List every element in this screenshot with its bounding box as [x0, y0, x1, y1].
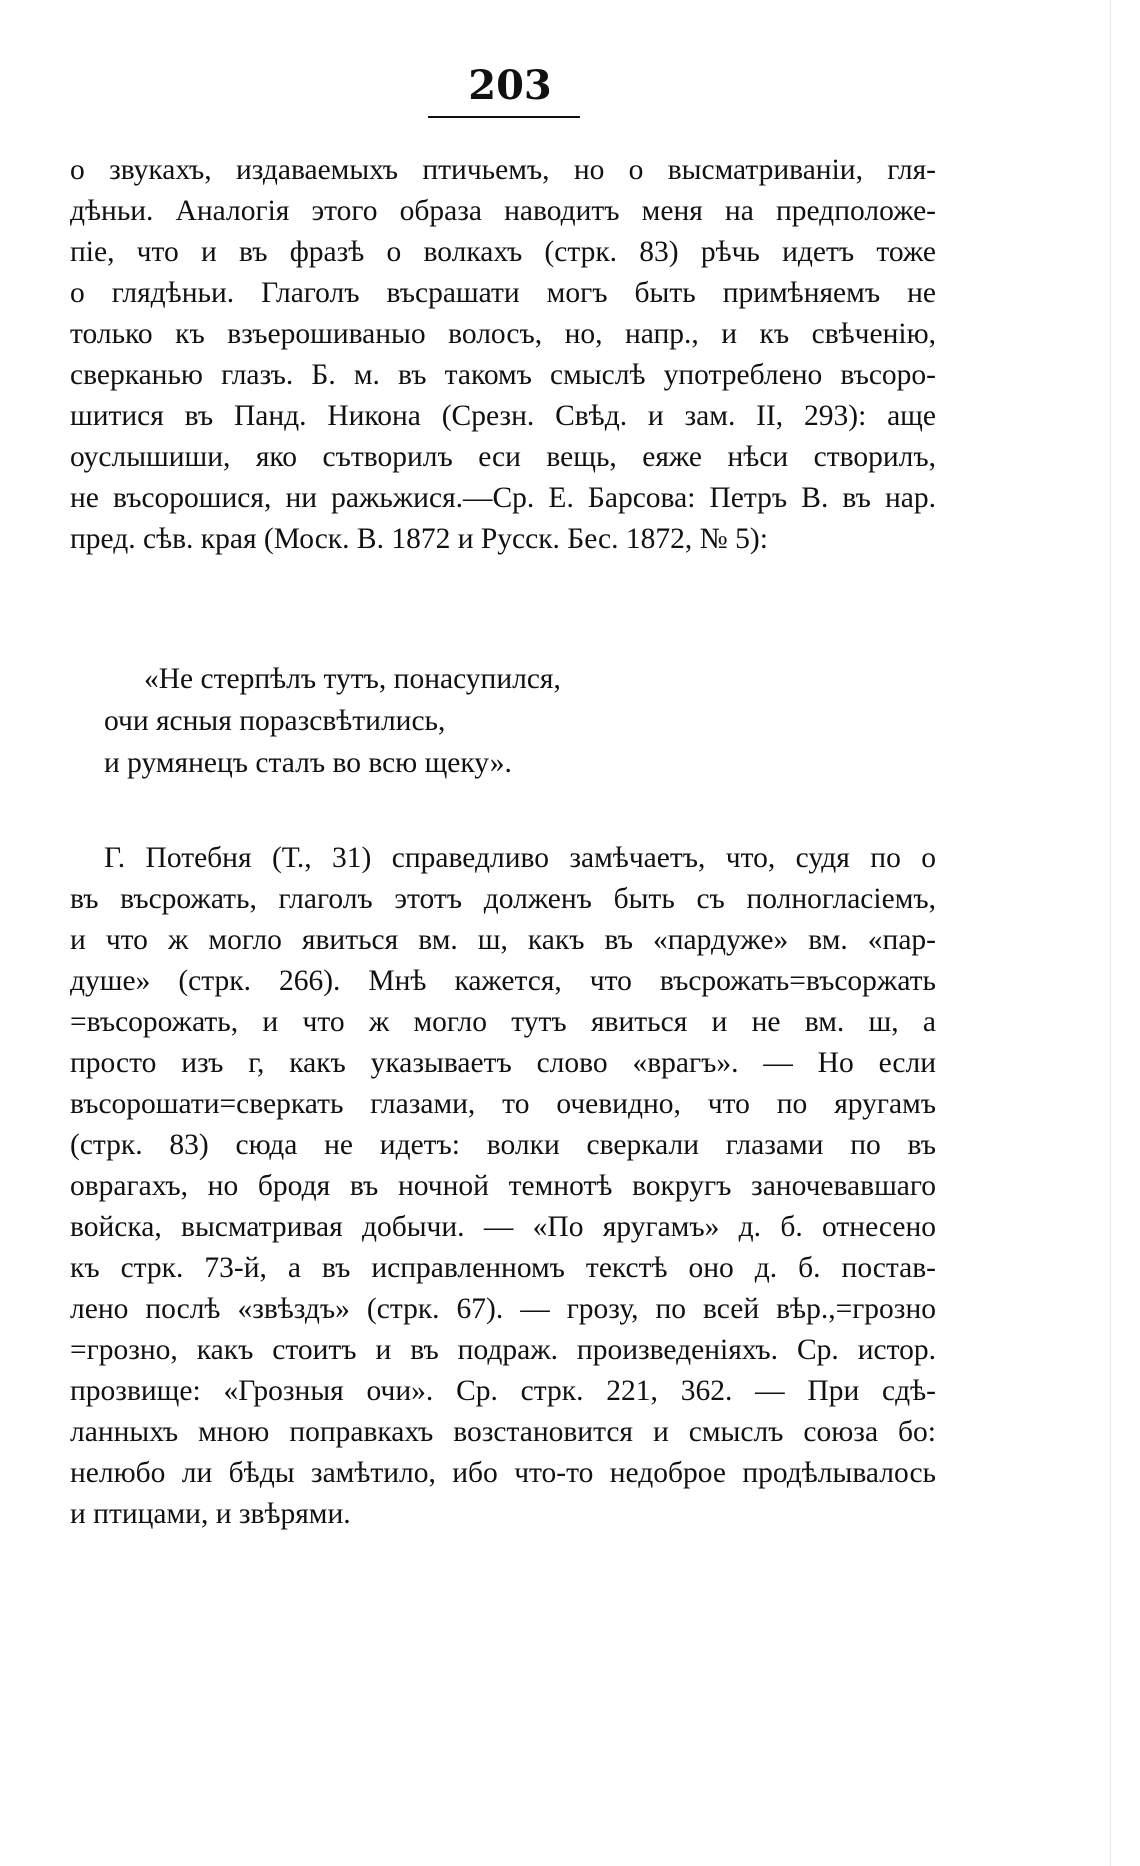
- verse-line: очи ясныя поразсвѣтились,: [104, 705, 446, 737]
- text-line: оврагахъ, но бродя въ ночной темнотѣ вокругъ заночевавшаго: [70, 1170, 936, 1202]
- text-line: войска, высматривая добычи. — «По яругамъ» д. б. отнесено: [70, 1211, 936, 1243]
- text-line: сверканью глазъ. Б. м. въ такомъ смыслѣ употреблено въсоро-: [70, 359, 936, 391]
- text-line: къ стрк. 73-й, а въ исправленномъ текстѣ оно д. б. постав-: [70, 1252, 936, 1284]
- page-number-rule: [428, 116, 580, 118]
- text-line: прозвище: «Грозныя очи». Ср. стрк. 221, 362. — При сдѣ-: [70, 1375, 936, 1407]
- text-line: оуслышиши, яко сътворилъ еси вещь, еяже нѣси створилъ,: [70, 441, 936, 473]
- text-line: пред. сѣв. края (Моск. В. 1872 и Русск. Бес. 1872, № 5):: [70, 523, 768, 555]
- text-line: душе» (стрк. 266). Мнѣ кажется, что въсрожать=въсоржать: [70, 965, 936, 997]
- text-line: просто изъ г, какъ указываетъ слово «врагъ». — Но если: [70, 1047, 936, 1079]
- text-line: въ въсрожать, глаголъ этотъ долженъ быть съ полногласіемъ,: [70, 883, 936, 915]
- paragraph-2: [70, 838, 936, 1535]
- text-line: о звукахъ, издаваемыхъ птичьемъ, но о высматриваніи, гля-: [70, 154, 936, 186]
- text-line: лено послѣ «звѣздъ» (стрк. 67). — грозу, по всей вѣр.,=грозно: [70, 1293, 936, 1325]
- text-line: (стрк. 83) сюда не идетъ: волки сверкали глазами по въ: [70, 1129, 936, 1161]
- page-number: 203: [468, 62, 552, 109]
- verse-quote: [104, 658, 561, 784]
- text-line: нелюбо ли бѣды замѣтило, ибо что-то недоброе продѣлывалось: [70, 1457, 936, 1489]
- text-line: =грозно, какъ стоитъ и въ подраж. произведеніяхъ. Ср. истор.: [70, 1334, 936, 1366]
- text-line: о глядѣньи. Глаголъ въсрашати могъ быть примѣняемъ не: [70, 277, 936, 309]
- text-line: =въсорожать, и что ж могло тутъ явиться и не вм. ш, а: [70, 1006, 936, 1038]
- text-line: шитися въ Панд. Никона (Срезн. Свѣд. и зам. II, 293): аще: [70, 400, 936, 432]
- text-line: только къ взъерошиваныо волосъ, но, напр., и къ свѣченію,: [70, 318, 936, 350]
- text-line: не въсорошися, ни ражьжися.—Ср. Е. Барсова: Петръ В. въ нар.: [70, 482, 936, 514]
- paragraph-1: [70, 150, 936, 560]
- verse-line: «Не стерпѣлъ тутъ, понасупился,: [144, 663, 561, 695]
- text-line: піе, что и въ фразѣ о волкахъ (стрк. 83) рѣчь идетъ тоже: [70, 236, 936, 268]
- page-edge-shadow: [1110, 0, 1111, 1866]
- text-line: Г. Потебня (Т., 31) справедливо замѣчаетъ, что, судя по о: [104, 842, 936, 874]
- text-line: въсорошати=сверкать глазами, то очевидно, что по яругамъ: [70, 1088, 936, 1120]
- verse-line: и румянецъ сталъ во всю щеку».: [104, 747, 512, 779]
- text-line: дѣньи. Аналогія этого образа наводитъ меня на предположе-: [70, 195, 936, 227]
- text-line: и что ж могло явиться вм. ш, какъ въ «пардуже» вм. «пар-: [70, 924, 936, 956]
- text-line: и птицами, и звѣрями.: [70, 1498, 351, 1530]
- text-line: ланныхъ мною поправкахъ возстановится и смыслъ союза бо:: [70, 1416, 936, 1448]
